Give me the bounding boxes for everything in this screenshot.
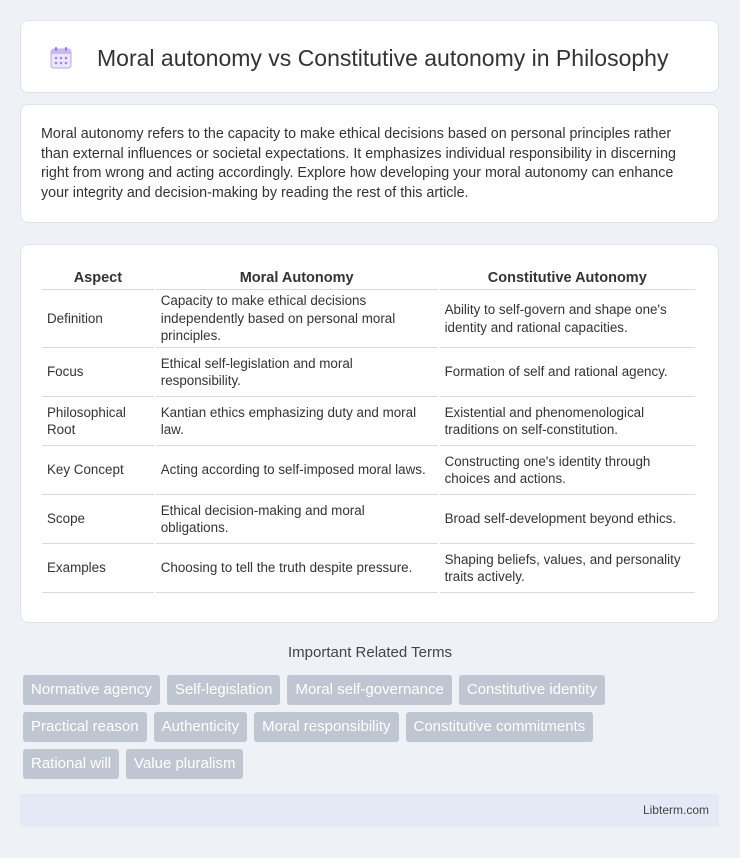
tag-constitutive-commitments[interactable]: Constitutive commitments [406,712,594,742]
cell-moral: Acting according to self-imposed moral laws. [156,446,438,495]
comparison-table [40,265,697,593]
cell-constitutive: Ability to self-govern and shape one's identity and rational capacities. [440,290,695,348]
cell-constitutive: Existential and phenomenological traditions on self-constitution. [440,397,695,446]
table-row [42,495,695,544]
table-row [42,397,695,446]
footer [20,794,719,827]
tag-row [23,749,723,779]
cell-moral: Choosing to tell the truth despite pressure. [156,544,438,593]
tag-row [23,675,723,705]
comparison-table-card [20,244,719,623]
cell-constitutive: Broad self-development beyond ethics. [440,495,695,544]
header-moral-autonomy: Moral Autonomy [156,265,438,290]
cell-aspect: Focus [42,348,154,397]
cell-constitutive: Formation of self and rational agency. [440,348,695,397]
tag-value-pluralism[interactable]: Value pluralism [126,749,243,779]
footer-site-link[interactable]: Libterm.com [642,803,709,817]
header-aspect: Aspect [42,265,154,290]
cell-aspect: Philosophical Root [42,397,154,446]
tag-constitutive-identity[interactable]: Constitutive identity [459,675,605,705]
table-row [42,290,695,348]
cell-moral: Ethical decision-making and moral obligations. [156,495,438,544]
cell-aspect: Scope [42,495,154,544]
related-terms-tags [23,675,723,786]
cell-moral: Kantian ethics emphasizing duty and moral law. [156,397,438,446]
table-row [42,446,695,495]
tag-rational-will[interactable]: Rational will [23,749,119,779]
intro-text: Moral autonomy refers to the capacity to make ethical decisions based on personal principles rather than external influences or societal expectations. It emphasizes individual responsibility in discerning right from wrong and acting accordingly. Explore how developing your moral autonomy can enhance your integrity and decision-making by reading the rest of this article. [41,126,676,201]
tag-row [23,712,723,742]
cell-constitutive: Shaping beliefs, values, and personality traits actively. [440,544,695,593]
cell-moral: Ethical self-legislation and moral responsibility. [156,348,438,397]
calendar-icon [49,46,73,70]
tag-self-legislation[interactable]: Self-legislation [167,675,281,705]
cell-aspect: Definition [42,290,154,348]
table-row [42,544,695,593]
tag-practical-reason[interactable]: Practical reason [23,712,147,742]
cell-aspect: Key Concept [42,446,154,495]
tag-moral-self-governance[interactable]: Moral self-governance [287,675,451,705]
header-card [20,20,719,93]
tag-authenticity[interactable]: Authenticity [154,712,248,742]
cell-moral: Capacity to make ethical decisions independently based on personal moral principles. [156,290,438,348]
table-header-row [42,265,695,290]
tag-normative-agency[interactable]: Normative agency [23,675,160,705]
header-constitutive-autonomy: Constitutive Autonomy [440,265,695,290]
cell-aspect: Examples [42,544,154,593]
table-row [42,348,695,397]
cell-constitutive: Constructing one's identity through choices and actions. [440,446,695,495]
related-terms-title: Important Related Terms [288,644,452,661]
tag-moral-responsibility[interactable]: Moral responsibility [254,712,398,742]
intro-card [20,104,719,223]
page-title: Moral autonomy vs Constitutive autonomy in Philosophy [97,45,669,71]
